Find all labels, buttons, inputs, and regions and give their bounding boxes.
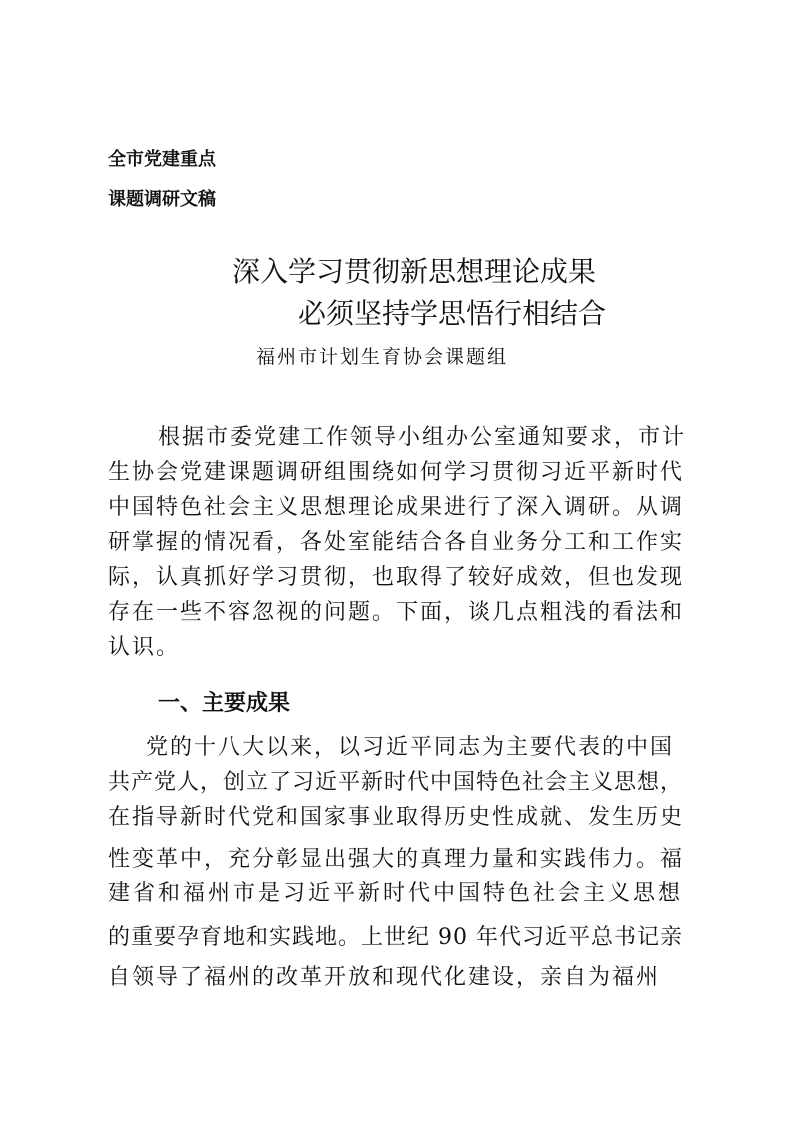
intro-line: 存在一些不容忽视的问题。下面，谈几点粗浅的看法和 [108, 600, 685, 625]
intro-line: 研掌握的情况看，各处室能结合各自业务分工和工作实 [108, 530, 685, 555]
document-title-line-2: 必须坚持学思悟行相结合 [298, 297, 607, 330]
category-label-line-1: 全市党建重点 [108, 149, 216, 170]
intro-line: 际，认真抓好学习贯彻，也取得了较好成效，但也发现 [108, 565, 685, 590]
body-line: 党的十八大以来，以习近平同志为主要代表的中国 [146, 735, 675, 760]
body-line: 的重要孕育地和实践地。上世纪 90 年代习近平总书记亲 [108, 925, 683, 950]
intro-line: 根据市委党建工作领导小组办公室通知要求，市计 [158, 425, 687, 450]
body-line: 在指导新时代党和国家事业取得历史性成就、发生历史 [108, 805, 685, 830]
section-heading-main-results: 一、主要成果 [158, 691, 291, 716]
intro-line: 生协会党建课题调研组围绕如何学习贯彻习近平新时代 [108, 460, 685, 485]
document-title-line-1: 深入学习贯彻新思想理论成果 [232, 255, 597, 288]
author-line: 福州市计划生育协会课题组 [256, 346, 509, 368]
intro-line: 中国特色社会主义思想理论成果进行了深入调研。从调 [108, 495, 685, 520]
intro-line: 认识。 [108, 635, 181, 660]
body-line: 自领导了福州的改革开放和现代化建设，亲自为福州 [108, 965, 661, 990]
category-label-line-2: 课题调研文稿 [108, 189, 216, 210]
body-line: 建省和福州市是习近平新时代中国特色社会主义思想 [108, 881, 684, 906]
body-line: 性变革中，充分彰显出强大的真理力量和实践伟力。福 [108, 847, 685, 872]
body-line: 共产党人，创立了习近平新时代中国特色社会主义思想， [108, 770, 684, 795]
